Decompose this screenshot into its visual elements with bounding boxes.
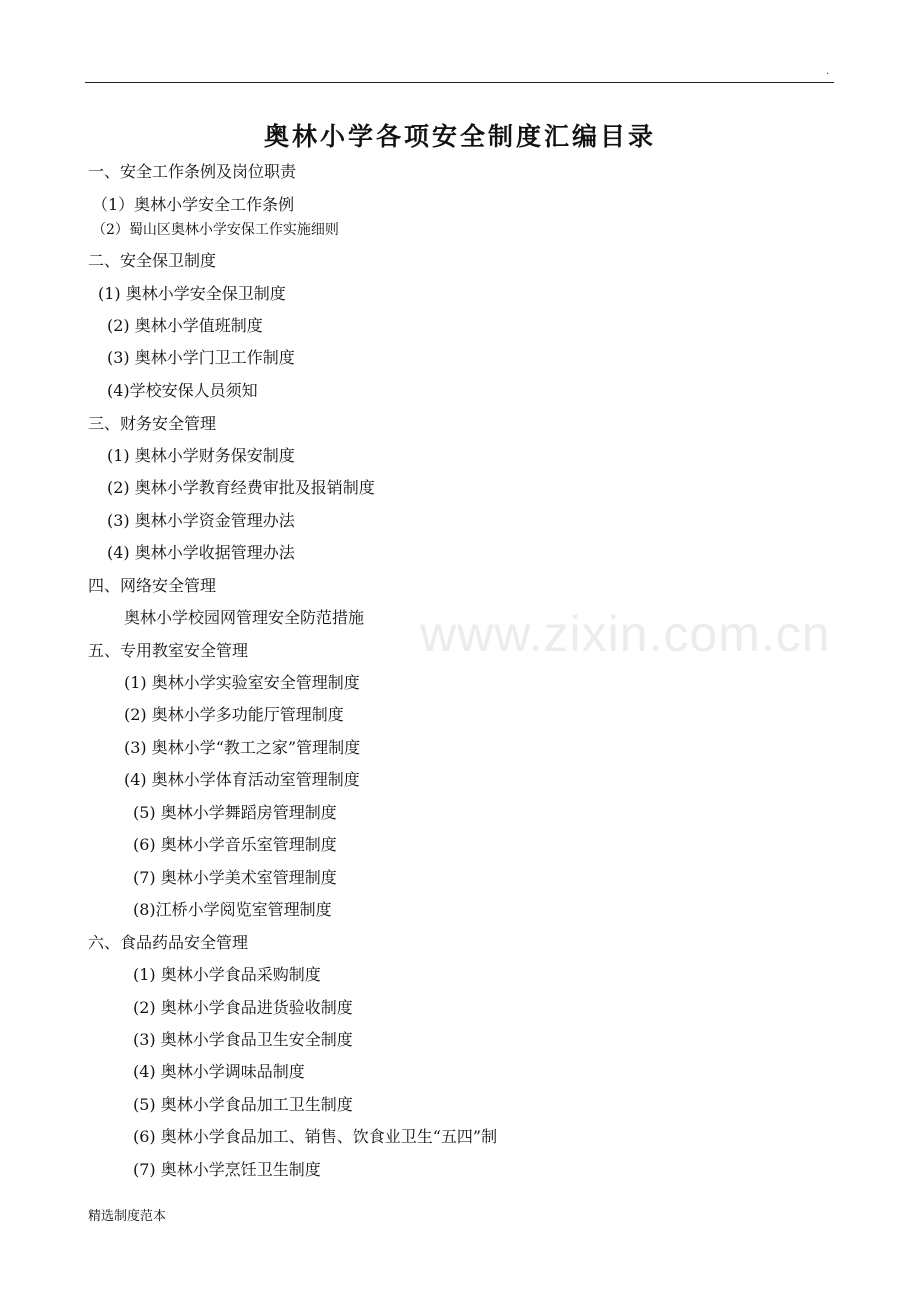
section-heading: 三、财务安全管理 [88, 414, 217, 433]
toc-item: (1) 奥林小学安全保卫制度 [98, 284, 286, 303]
section-heading: 五、专用教室安全管理 [88, 641, 249, 660]
toc-item: (2) 奥林小学多功能厅管理制度 [124, 705, 344, 724]
header-corner-mark: . [826, 66, 830, 77]
toc-item: (7) 奥林小学美术室管理制度 [133, 868, 337, 887]
toc-item: (3) 奥林小学资金管理办法 [107, 511, 295, 530]
document-title: 奥林小学各项安全制度汇编目录 [263, 122, 656, 151]
toc-item: (3) 奥林小学“教工之家”管理制度 [124, 738, 361, 757]
toc-item: (5) 奥林小学食品加工卫生制度 [133, 1095, 353, 1114]
toc-item: (2) 奥林小学食品进货验收制度 [133, 998, 353, 1017]
page-footer: 精选制度范本 [88, 1209, 167, 1224]
section-heading: 六、食品药品安全管理 [88, 933, 249, 952]
toc-item: (1) 奥林小学财务保安制度 [107, 446, 295, 465]
toc-item: (1) 奥林小学实验室安全管理制度 [124, 673, 360, 692]
toc-item: (4) 奥林小学体育活动室管理制度 [124, 770, 360, 789]
section-heading: 二、安全保卫制度 [88, 251, 217, 270]
toc-item: (2) 奥林小学教育经费审批及报销制度 [107, 478, 375, 497]
toc-item: (3) 奥林小学食品卫生安全制度 [133, 1030, 353, 1049]
toc-item: (5) 奥林小学舞蹈房管理制度 [133, 803, 337, 822]
toc-item: (4)学校安保人员须知 [107, 381, 258, 400]
header-rule [85, 82, 834, 83]
toc-item: (6) 奥林小学音乐室管理制度 [133, 835, 337, 854]
toc-item: (4) 奥林小学调味品制度 [133, 1062, 305, 1081]
toc-item: (7) 奥林小学烹饪卫生制度 [133, 1160, 321, 1179]
toc-item: (3) 奥林小学门卫工作制度 [107, 348, 295, 367]
toc-item: (6) 奥林小学食品加工、销售、饮食业卫生“五四”制 [133, 1127, 498, 1146]
toc-item: (4) 奥林小学收据管理办法 [107, 543, 295, 562]
toc-item: （2）蜀山区奥林小学安保工作实施细则 [92, 222, 339, 238]
toc-item: (1) 奥林小学食品采购制度 [133, 965, 321, 984]
section-heading: 四、网络安全管理 [88, 576, 217, 595]
toc-item: (2) 奥林小学值班制度 [107, 316, 263, 335]
toc-item: （1）奥林小学安全工作条例 [92, 195, 295, 214]
toc-item: (8)江桥小学阅览室管理制度 [133, 900, 332, 919]
toc-item: 奥林小学校园网管理安全防范措施 [124, 608, 365, 627]
watermark: www.zixin.com.cn [420, 606, 831, 662]
section-heading: 一、安全工作条例及岗位职责 [88, 162, 297, 181]
